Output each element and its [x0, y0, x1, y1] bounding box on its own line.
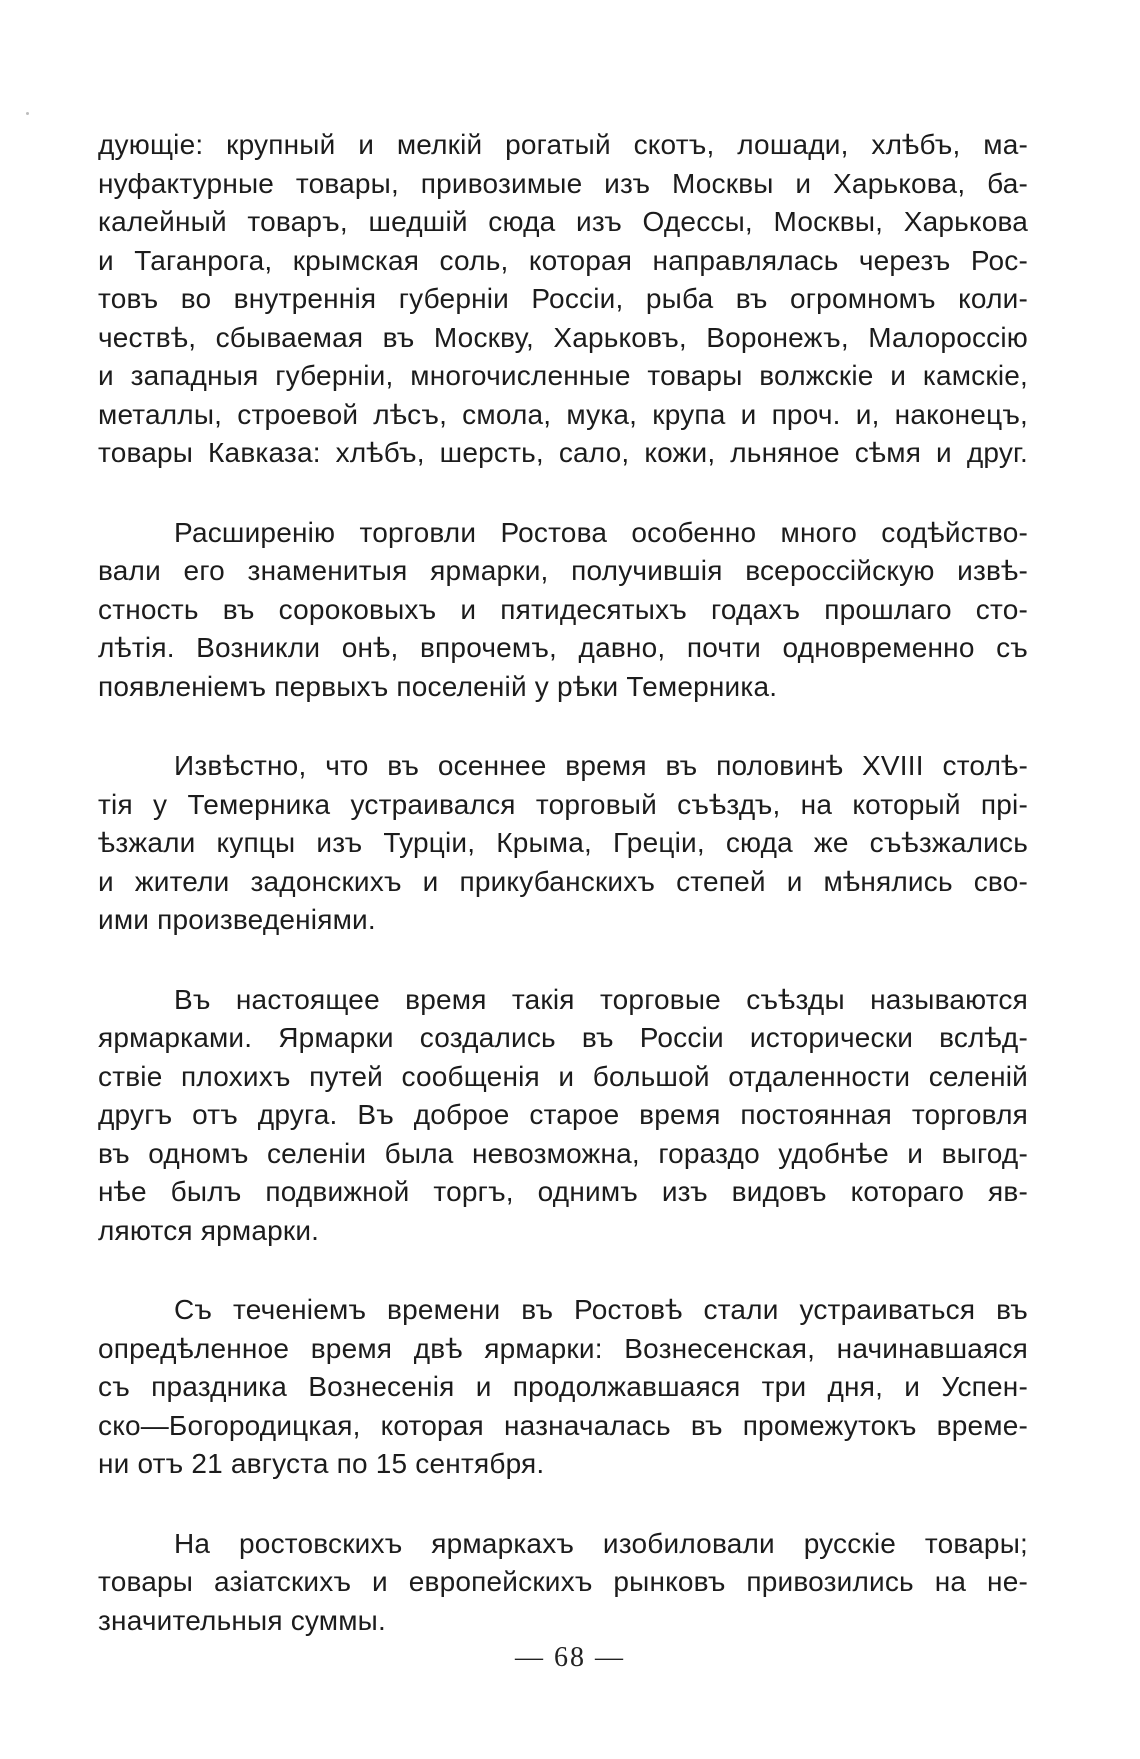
paragraph-1: [98, 126, 1028, 473]
text-line: и жители задонскихъ и прикубанскихъ степей и мѣнялись сво-: [98, 865, 1028, 897]
paragraph-gap: [98, 706, 1028, 747]
page-number: — 68 —: [515, 1642, 625, 1673]
text-line: ѣзжали купцы изъ Турціи, Крыма, Греціи, сюда же съѣзжались: [98, 827, 1028, 858]
text-line: ярмарками. Ярмарки создались въ Россіи исторически вслѣд-: [98, 1022, 1028, 1053]
page-body: [98, 126, 1028, 1640]
paragraph-2: [98, 514, 1028, 707]
text-line: Въ настоящее время такія торговые съѣзды называются: [174, 983, 1028, 1015]
text-line: товары Кавказа: хлѣбъ, шерсть, сало, кожи, льняное сѣмя и друг.: [98, 437, 1028, 468]
text-line: ими произведеніями.: [98, 904, 376, 935]
text-line: дующіе: крупный и мелкій рогатый скотъ, лошади, хлѣбъ, ма-: [98, 129, 1028, 160]
paragraph-5: [98, 1291, 1028, 1484]
text-line: въ одномъ селеніи была невозможна, гораздо удобнѣе и выгод-: [98, 1137, 1028, 1169]
paragraph-4: [98, 981, 1028, 1251]
text-line: и Таганрога, крымская соль, которая направлялась черезъ Рос-: [98, 244, 1028, 276]
paragraph-gap: [98, 1250, 1028, 1291]
text-line: Съ теченіемъ времени въ Ростовѣ стали устраиваться въ: [174, 1294, 1028, 1325]
text-line: калейный товаръ, шедшій сюда изъ Одессы, Москвы, Харькова: [98, 206, 1028, 237]
text-line: опредѣленное время двѣ ярмарки: Вознесенская, начинавшаяся: [98, 1332, 1028, 1364]
text-line: товары азіатскихъ и европейскихъ рынковъ привозились на не-: [98, 1566, 1028, 1597]
text-line: нуфактурные товары, привозимые изъ Москвы и Харькова, ба-: [98, 167, 1028, 199]
text-line: съ праздника Вознесенія и продолжавшаяся три дня, и Успен-: [98, 1371, 1028, 1402]
paragraph-3: [98, 747, 1028, 940]
text-line: товъ во внутреннія губерніи Россіи, рыба въ огромномъ коли-: [98, 283, 1028, 314]
text-line: появленіемъ первыхъ поселеній у рѣки Темерника.: [98, 670, 778, 702]
text-line: На ростовскихъ ярмаркахъ изобиловали русскіе товары;: [174, 1527, 1028, 1559]
text-line: ско—Богородицкая, которая назначалась въ промежутокъ време-: [98, 1409, 1028, 1441]
text-line: стность въ сороковыхъ и пятидесятыхъ годахъ прошлаго сто-: [98, 593, 1028, 625]
text-line: ляются ярмарки.: [98, 1214, 320, 1246]
text-line: Извѣстно, что въ осеннее время въ половинѣ XVIII столѣ-: [174, 750, 1028, 781]
text-line: вали его знаменитыя ярмарки, получившія всероссійскую извѣ-: [98, 555, 1028, 586]
text-line: тія у Темерника устраивался торговый съѣздъ, на который прі-: [98, 788, 1028, 820]
text-line: ни отъ 21 августа по 15 сентября.: [98, 1448, 545, 1479]
text-line: Расширенію торговли Ростова особенно много содѣйство-: [174, 516, 1028, 548]
paragraph-gap: [98, 473, 1028, 514]
text-line: нѣе былъ подвижной торгъ, однимъ изъ видовъ котораго яв-: [98, 1176, 1028, 1207]
text-line: и западныя губерніи, многочисленные товары волжскіе и камскіе,: [98, 360, 1028, 391]
text-line: лѣтія. Возникли онѣ, впрочемъ, давно, почти одновременно съ: [98, 632, 1028, 663]
paragraph-gap: [98, 1484, 1028, 1525]
text-line: значительныя суммы.: [98, 1604, 386, 1636]
text-line: чествѣ, сбываемая въ Москву, Харьковъ, Воронежъ, Малороссію: [98, 321, 1028, 353]
scan-speck: [26, 112, 29, 115]
text-line: ствіе плохихъ путей сообщенія и большой отдаленности селеній: [98, 1060, 1028, 1092]
text-line: другъ отъ друга. Въ доброе старое время постоянная торговля: [98, 1099, 1028, 1130]
paragraph-6: [98, 1525, 1028, 1641]
paragraph-gap: [98, 940, 1028, 981]
text-line: металлы, строевой лѣсъ, смола, мука, крупа и проч. и, наконецъ,: [98, 398, 1028, 430]
